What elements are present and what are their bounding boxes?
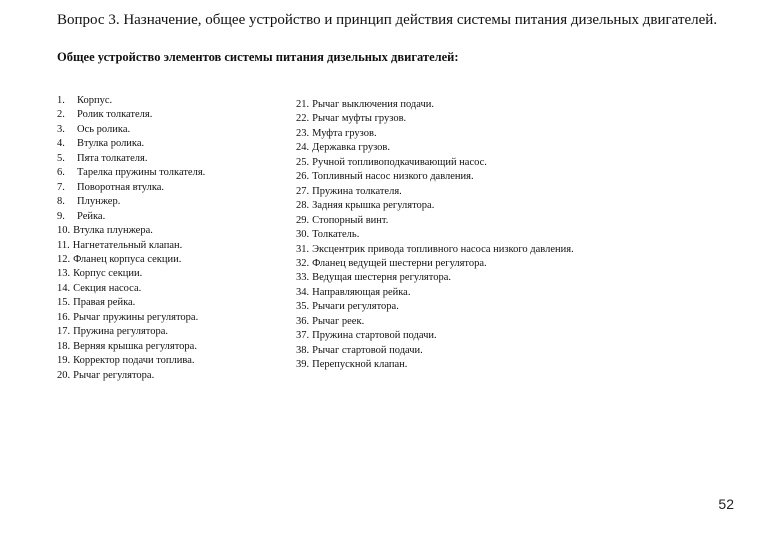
list-item — [296, 329, 716, 343]
list-item-text: Перепускной клапан. — [312, 359, 408, 371]
list-item-text: Тарелка пружины толкателя. — [77, 167, 206, 179]
list-item — [57, 195, 277, 209]
list-item — [296, 185, 716, 199]
list-item-number: 30. — [296, 229, 310, 241]
list-item — [296, 112, 716, 126]
page-number: 52 — [718, 496, 734, 512]
list-item-text: Корпус. — [77, 95, 113, 106]
list-item-number: 3. — [57, 123, 65, 135]
list-item-text: Втулка ролика. — [77, 138, 145, 150]
list-item-text: Рычаг муфты грузов. — [312, 113, 407, 125]
list-item-number: 16. — [57, 311, 71, 323]
parts-list-right — [296, 98, 716, 373]
list-item — [296, 300, 716, 314]
list-item-text: Рычаг пружины регулятора. — [73, 311, 199, 323]
list-item — [57, 181, 277, 195]
list-item — [296, 214, 716, 228]
list-item-number: 12. — [57, 253, 71, 265]
list-item-number: 28. — [296, 200, 310, 212]
list-item-number: 19. — [57, 355, 71, 367]
list-item-number: 36. — [296, 315, 310, 327]
list-item-text: Втулка плунжера. — [73, 225, 153, 237]
list-item-text: Ведущая шестерня регулятора. — [312, 272, 451, 284]
list-item-text: Пружина толкателя. — [312, 185, 402, 197]
list-item-text: Ролик толкателя. — [77, 109, 153, 121]
list-item — [296, 271, 716, 285]
list-item — [57, 354, 277, 368]
list-item-text: Задняя крышка регулятора. — [312, 200, 435, 212]
list-item-number: 26. — [296, 171, 310, 183]
list-item-text: Толкатель. — [312, 229, 360, 241]
list-item-text: Топливный насос низкого давления. — [312, 171, 474, 183]
list-item — [296, 98, 716, 112]
list-item-text: Пружина стартовой подачи. — [312, 330, 437, 342]
list-item-number: 11. — [57, 239, 70, 251]
list-item-text: Нагнетательный клапан. — [72, 239, 183, 251]
list-item-text: Секция насоса. — [73, 282, 142, 294]
list-item-text: Пружина регулятора. — [73, 326, 169, 338]
section-subtitle: Общее устройство элементов системы питания дизельных двигателей: — [57, 50, 459, 64]
list-item-number: 25. — [296, 156, 310, 168]
list-item — [57, 267, 277, 281]
list-item-number: 15. — [57, 297, 71, 309]
list-item-text: Рычаги регулятора. — [312, 301, 399, 313]
list-item — [296, 228, 716, 242]
list-item — [57, 325, 277, 339]
list-item-number: 22. — [296, 113, 310, 125]
list-item-text: Стопорный винт. — [312, 214, 389, 226]
list-item-text: Рычаг регулятора. — [73, 369, 155, 381]
list-item — [57, 239, 277, 253]
list-item-number: 14. — [57, 282, 71, 294]
list-item — [57, 311, 277, 325]
list-item-text: Правая рейка. — [73, 297, 136, 309]
list-item-number: 38. — [296, 344, 310, 356]
list-item-number: 17. — [57, 326, 71, 338]
list-item — [57, 152, 277, 166]
list-item — [296, 199, 716, 213]
list-item-number: 9. — [57, 210, 65, 222]
list-item-text: Корректор подачи топлива. — [73, 355, 195, 367]
list-item — [57, 94, 277, 108]
list-item-number: 23. — [296, 127, 310, 139]
list-item — [57, 108, 277, 122]
list-item — [296, 243, 716, 257]
list-item-number: 34. — [296, 286, 310, 298]
list-item — [296, 170, 716, 184]
list-item-number: 7. — [57, 181, 65, 193]
list-item — [57, 166, 277, 180]
list-item-text: Фланец ведущей шестерни регулятора. — [312, 257, 487, 269]
list-item-text: Муфта грузов. — [312, 127, 377, 139]
list-item — [57, 123, 277, 137]
list-item-text: Плунжер. — [77, 196, 121, 208]
list-item-number: 10. — [57, 225, 71, 237]
list-item-number: 1. — [57, 95, 65, 106]
list-item-text: Рычаг выключения подачи. — [312, 99, 434, 110]
list-item-text: Ось ролика. — [77, 123, 131, 135]
list-item — [57, 369, 277, 383]
list-item-number: 4. — [57, 138, 65, 150]
list-item — [296, 257, 716, 271]
list-item-text: Рычаг стартовой подачи. — [312, 344, 423, 356]
list-item-number: 18. — [57, 340, 71, 352]
parts-list-left — [57, 94, 277, 383]
list-item-text: Рычаг реек. — [312, 315, 365, 327]
list-item-number: 27. — [296, 185, 310, 197]
list-item-number: 32. — [296, 257, 310, 269]
list-item — [57, 296, 277, 310]
list-item-number: 2. — [57, 109, 65, 121]
list-item — [57, 282, 277, 296]
list-item-text: Корпус секции. — [73, 268, 143, 280]
list-item-text: Направляющая рейка. — [312, 286, 411, 298]
list-item-text: Рейка. — [77, 210, 106, 222]
list-item — [57, 137, 277, 151]
list-item-number: 8. — [57, 196, 65, 208]
list-item — [57, 253, 277, 267]
list-item-text: Ручной топливоподкачивающий насос. — [312, 156, 487, 168]
list-item-number: 37. — [296, 330, 310, 342]
list-item — [296, 141, 716, 155]
list-item-text: Пята толкателя. — [77, 152, 148, 164]
list-item — [296, 358, 716, 372]
list-item — [296, 127, 716, 141]
list-item-number: 13. — [57, 268, 71, 280]
list-item-number: 35. — [296, 301, 310, 313]
list-item-text: Поворотная втулка. — [77, 181, 165, 193]
list-item-text: Державка грузов. — [312, 142, 391, 154]
list-item-number: 31. — [296, 243, 310, 255]
list-item — [296, 156, 716, 170]
list-item — [57, 340, 277, 354]
list-item — [296, 344, 716, 358]
list-item-number: 21. — [296, 99, 310, 110]
list-item — [296, 315, 716, 329]
page-title: Вопрос 3. Назначение, общее устройство и принцип действия системы питания дизельных двигателей. — [57, 12, 718, 28]
list-item-number: 29. — [296, 214, 310, 226]
list-item — [296, 286, 716, 300]
list-item-text: Фланец корпуса секции. — [73, 253, 182, 265]
list-item-number: 5. — [57, 152, 65, 164]
list-item-number: 33. — [296, 272, 310, 284]
list-item-text: Эксцентрик привода топливного насоса низкого давления. — [312, 243, 574, 255]
list-item — [57, 224, 277, 238]
list-item-number: 20. — [57, 369, 71, 381]
list-item-number: 39. — [296, 359, 310, 371]
list-item-number: 6. — [57, 167, 65, 179]
list-item — [57, 210, 277, 224]
list-item-text: Верняя крышка регулятора. — [73, 340, 197, 352]
list-item-number: 24. — [296, 142, 310, 154]
